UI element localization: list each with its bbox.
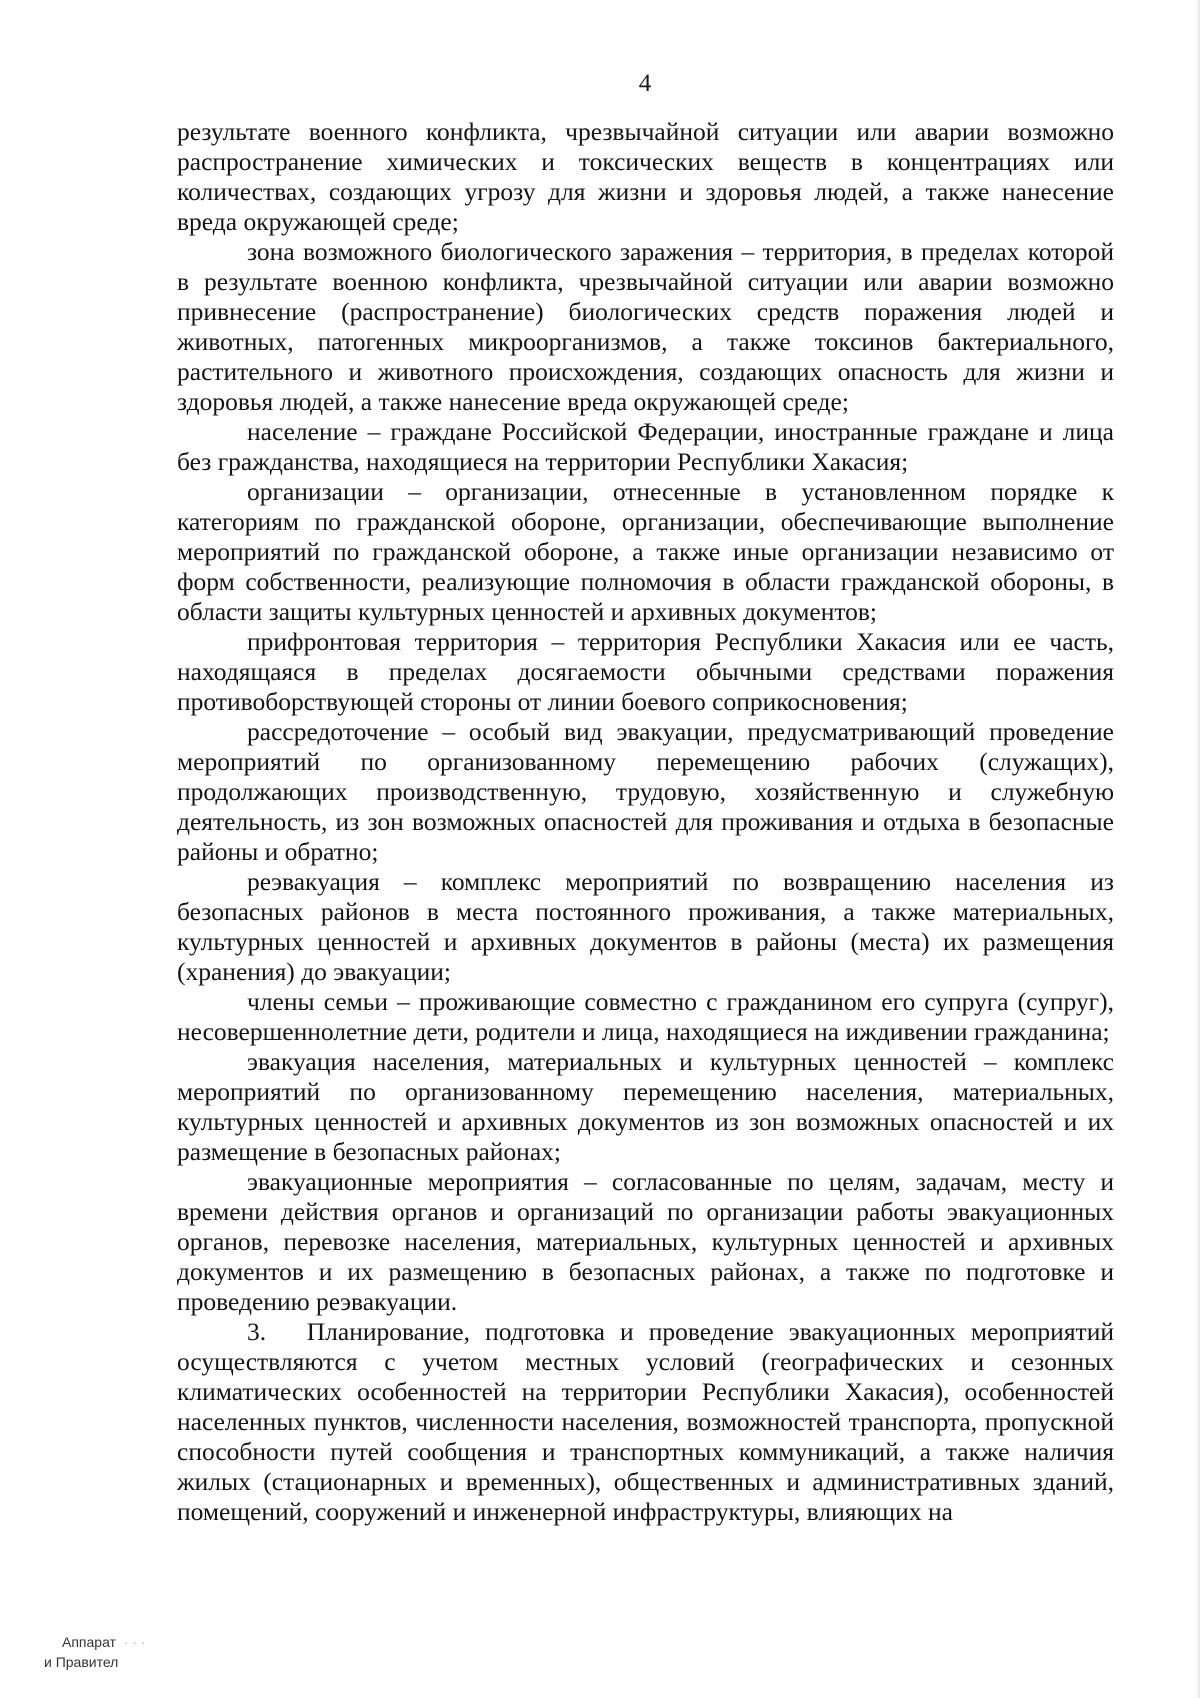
paragraph-dispersal: рассредоточение – особый вид эвакуации, предусматривающий проведение мероприятий по организованному перемещению рабочих (служащих), продолжающих производственную, трудовую, хозяйственную и служебную деятельность, из зон возможных опасностей для проживания и отдыха в безопасные районы и обратно; (177, 717, 1114, 866)
document-body (177, 117, 1114, 1527)
scan-edge (1196, 0, 1200, 1698)
paragraph-evacuation: эвакуация населения, материальных и культурных ценностей – комплекс мероприятий по организованному перемещению населения, материальных, культурных ценностей и архивных документов из зон возможных опасностей и их размещение в безопасных районах; (177, 1047, 1114, 1166)
paragraph-organizations: организации – организации, отнесенные в установленном порядке к категориям по гражданской обороне, организации, обеспечивающие выполнение мероприятий по гражданской обороне, а также иные организации независимо от форм собственности, реализующие полномочия в области гражданской обороны, в области защиты культурных ценностей и архивных документов; (177, 477, 1114, 626)
stamp-text-1: Аппарат (62, 1634, 116, 1650)
paragraph-re-evacuation: реэвакуация – комплекс мероприятий по возвращению населения из безопасных районов в места постоянного проживания, а также материальных, культурных ценностей и архивных документов в районы (места) их размещения (хранения) до эвакуации; (177, 867, 1114, 986)
paragraph-frontline-territory: прифронтовая территория – территория Республики Хакасия или ее часть, находящаяся в пределах досягаемости обычными средствами поражения противоборствующей стороны от линии боевого соприкосновения; (177, 627, 1114, 716)
paragraph-item-3: 3. Планирование, подготовка и проведение эвакуационных мероприятий осуществляются с учетом местных условий (географических и сезонных климатических особенностей на территории Республики Хакасия), особенностей населенных пунктов, численности населения, возможностей транспорта, пропускной способности путей сообщения и транспортных коммуникаций, а также наличия жилых (стационарных и временных), общественных и административных зданий, помещений, сооружений и инженерной инфраструктуры, влияющих на (177, 1317, 1114, 1526)
paragraph-family-members: члены семьи – проживающие совместно с гражданином его супруга (супруг), несовершеннолетние дети, родители и лица, находящиеся на иждивении гражданина; (177, 987, 1114, 1046)
paragraph-evacuation-measures: эвакуационные мероприятия – согласованные по целям, задачам, месту и времени действия органов и организаций по организации работы эвакуационных органов, перевозке населения, материальных, культурных ценностей и архивных документов и их размещению в безопасных районах, а также по подготовке и проведению реэвакуации. (177, 1167, 1114, 1316)
stamp-line-1 (62, 1634, 146, 1650)
paragraph-continuation: результате военного конфликта, чрезвычайной ситуации или аварии возможно распространение химических и токсических веществ в концентрациях или количествах, создающих угрозу для жизни и здоровья людей, а также нанесение вреда окружающей среде; (177, 117, 1114, 236)
paragraph-population: население – граждане Российской Федерации, иностранные граждане и лица без гражданства, находящиеся на территории Республики Хакасия; (177, 417, 1114, 476)
paragraph-biological-zone: зона возможного биологического заражения – территория, в пределах которой в результате военною конфликта, чрезвычайной ситуации или аварии возможно привнесение (распространение) биологических средств поражения людей и животных, патогенных микроорганизмов, а также токсинов бактериального, растительного и животного происхождения, создающих опасность для жизни и здоровья людей, а также нанесение вреда окружающей среде; (177, 237, 1114, 416)
stamp-line-2 (44, 1654, 118, 1670)
stamp-text-2: и Правител (44, 1654, 119, 1670)
page-number: 4 (638, 70, 652, 97)
stamp-faded-1: · · · (119, 1634, 146, 1650)
